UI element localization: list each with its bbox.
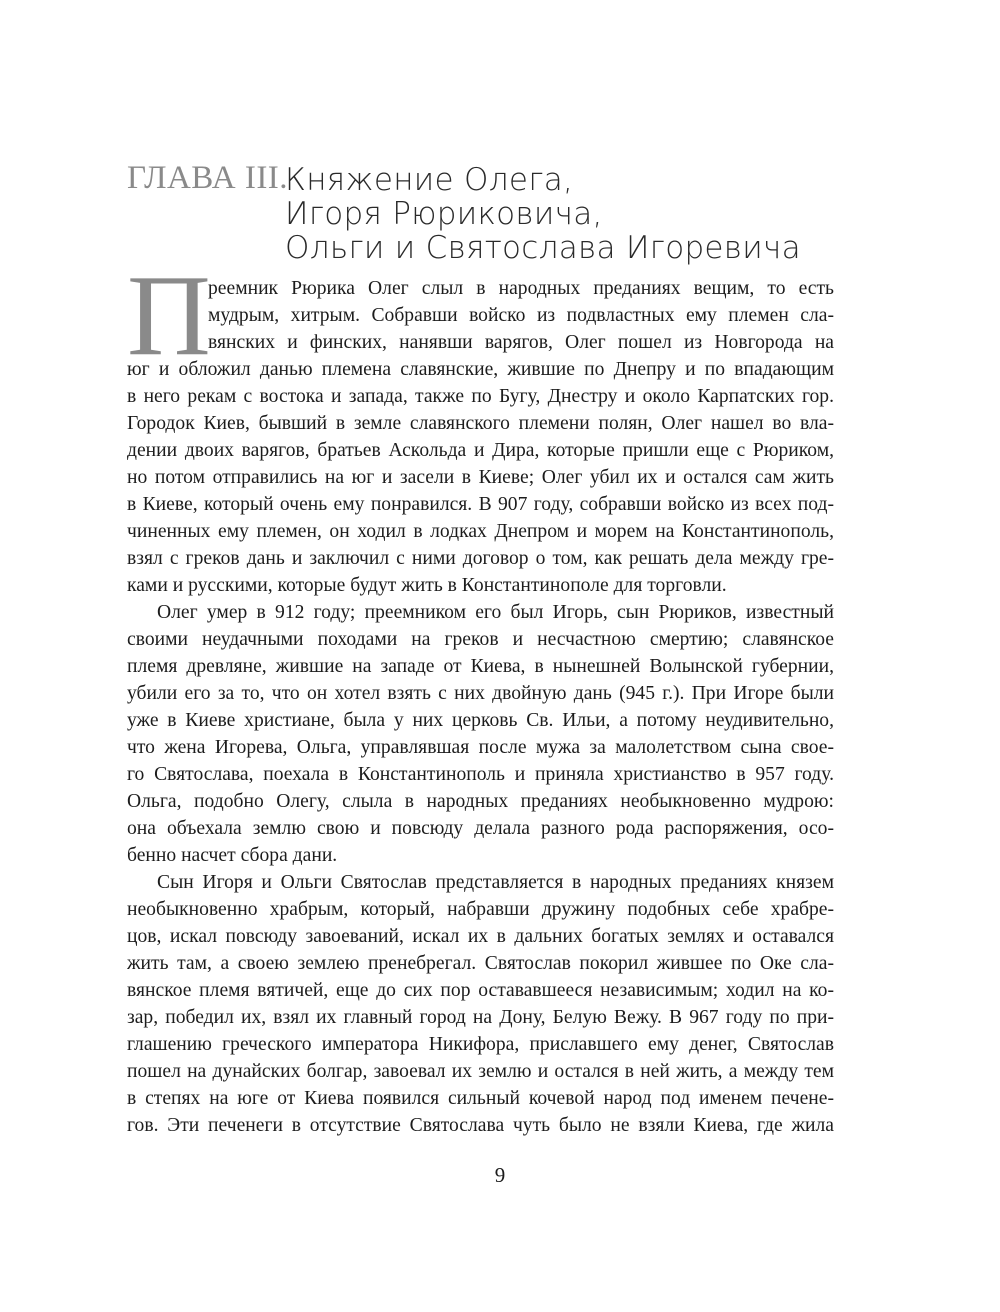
text-line: цов, искал повсюду завоеваний, искал их в дальних богатых землях и оставался (127, 926, 834, 947)
chapter-label: ГЛАВА III. (127, 160, 289, 196)
text-line: Олег умер в 912 году; преемником его был Игорь, сын Рюриков, известный (157, 602, 834, 623)
text-line: го Святослава, поехала в Константинополь и приняла христианство в 957 году. (127, 764, 834, 785)
text-line: но потом отправились на юг и засели в Киеве; Олег убил их и остался сам жить (127, 467, 834, 488)
text-line: в степях на юге от Киева появился сильный кочевой народ под именем печене- (127, 1088, 834, 1109)
text-line: зар, победил их, взял их главный город на Дону, Белую Вежу. В 967 году по при- (127, 1007, 834, 1028)
text-line: в Киеве, который очень ему понравился. В 907 году, собравши войско из всех под- (127, 494, 834, 515)
text-line: бенно насчет сбора дани. (127, 845, 338, 866)
text-line: юг и обложил данью племена славянские, жившие по Днепру и по впадающим (127, 359, 834, 380)
text-line: взял с греков дань и заключил с ними договор о том, как решать дела между гре- (127, 548, 834, 569)
text-line: убили его за то, что он хотел взять с них двойную дань (945 г.). При Игоре были (127, 683, 834, 704)
text-line: ками и русскими, которые будут жить в Константинополе для торговли. (127, 575, 727, 596)
chapter-title-line: Княжение Олега, (285, 162, 574, 198)
text-line: дении двоих варягов, братьев Аскольда и Дира, которые пришли еще с Рюриком, (127, 440, 834, 461)
page-number: 9 (494, 1163, 506, 1187)
text-line: своими неудачными походами на греков и несчастною смертию; славянское (127, 629, 834, 650)
chapter-title-line: Игоря Рюриковича, (285, 196, 603, 232)
text-line: мудрым, хитрым. Собравши войско из подвластных ему племен сла- (208, 305, 834, 326)
text-line: жить там, а своею землею пренебрегал. Святослав покорил жившее по Оке сла- (127, 953, 834, 974)
text-line: уже в Киеве христиане, была у них церковь Св. Ильи, а потому неудивительно, (127, 710, 834, 731)
text-line: глашению греческого императора Никифора, приславшего ему денег, Святослав (127, 1034, 834, 1055)
text-line: что жена Игорева, Ольга, управлявшая после мужа за малолетством сына свое- (127, 737, 834, 758)
text-line: реемник Рюрика Олег слыл в народных преданиях вещим, то есть (208, 278, 834, 299)
text-line: вянское племя вятичей, еще до сих пор остававшееся независимым; ходил на ко- (127, 980, 834, 1001)
text-line: она объехала землю свою и повсюду делала разного рода распоряжения, осо- (127, 818, 834, 839)
drop-cap: П (127, 252, 211, 380)
text-line: гов. Эти печенеги в отсутствие Святослава чуть было не взяли Киева, где жила (127, 1115, 834, 1136)
text-line: необыкновенно храбрым, который, набравши дружину подобных себе храбре- (127, 899, 834, 920)
text-line: племя древляне, жившие на западе от Киева, в нынешней Волынской губернии, (127, 656, 834, 677)
text-line: чиненных ему племен, он ходил в лодках Днепром и морем на Константинополь, (127, 521, 834, 542)
text-line: Сын Игоря и Ольги Святослав представляется в народных преданиях князем (157, 872, 834, 893)
text-line: вянских и финских, нанявши варягов, Олег пошел из Новгорода на (208, 332, 834, 353)
text-line: Ольга, подобно Олегу, слыла в народных преданиях необыкновенно мудрою: (127, 791, 834, 812)
chapter-title-line: Ольги и Святослава Игоревича (285, 230, 801, 266)
text-line: пошел на дунайских болгар, завоевал их землю и остался в ней жить, а между тем (127, 1061, 834, 1082)
text-line: в него рекам с востока и запада, также по Бугу, Днестру и около Карпатских гор. (127, 386, 834, 407)
text-line: Городок Киев, бывший в земле славянского племени полян, Олег нашел во вла- (127, 413, 834, 434)
